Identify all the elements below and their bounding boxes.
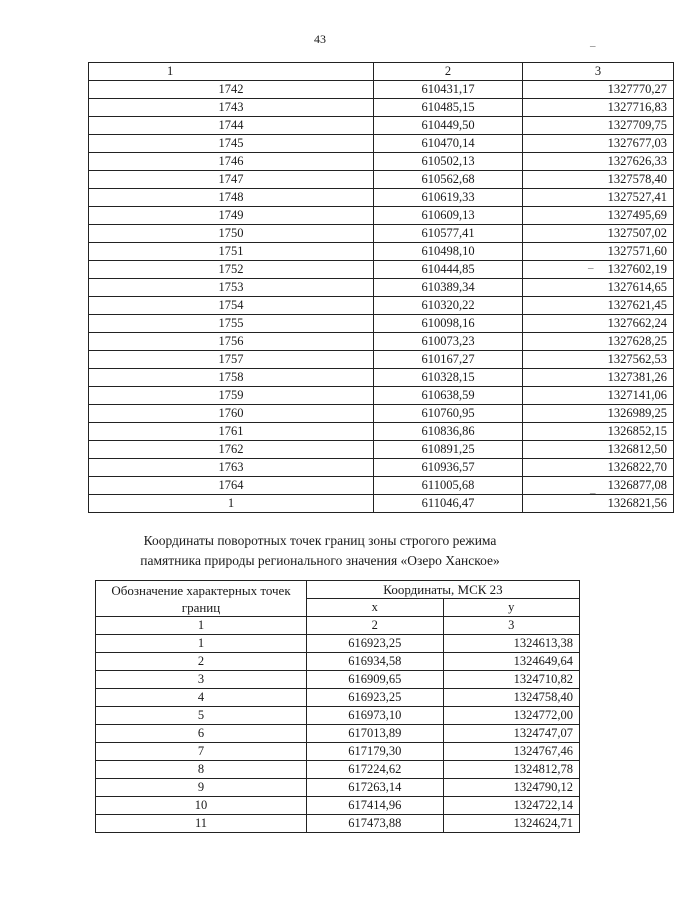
point-number-cell: 11 xyxy=(96,815,307,833)
column-number-cell: 2 xyxy=(307,617,444,635)
y-coordinate-cell: 1324747,07 xyxy=(443,725,580,743)
point-number-cell: 1758 xyxy=(89,369,374,387)
point-number-cell: 1749 xyxy=(89,207,374,225)
table-row xyxy=(89,297,674,315)
point-number-cell: 6 xyxy=(96,725,307,743)
point-number-cell: 4 xyxy=(96,689,307,707)
point-number-cell: 1751 xyxy=(89,243,374,261)
x-coordinate-cell: 610936,57 xyxy=(374,459,523,477)
table-row xyxy=(89,423,674,441)
point-number-cell: 1743 xyxy=(89,99,374,117)
point-number-cell: 1744 xyxy=(89,117,374,135)
table-row xyxy=(89,441,674,459)
table-body xyxy=(89,81,674,513)
point-number-cell: 10 xyxy=(96,797,307,815)
header-cell: 3 xyxy=(523,63,674,81)
y-coordinate-cell: 1327662,24 xyxy=(523,315,674,333)
point-number-cell: 5 xyxy=(96,707,307,725)
table-row xyxy=(96,797,580,815)
x-coordinate-cell: 610836,86 xyxy=(374,423,523,441)
coordinates-column-header: Координаты, МСК 23 xyxy=(307,581,580,599)
x-coordinate-cell: 617179,30 xyxy=(307,743,444,761)
y-coordinate-cell: 1327495,69 xyxy=(523,207,674,225)
table-row xyxy=(96,689,580,707)
x-coordinate-cell: 610562,68 xyxy=(374,171,523,189)
table-row xyxy=(89,135,674,153)
point-number-cell: 1762 xyxy=(89,441,374,459)
y-coordinate-cell: 1324758,40 xyxy=(443,689,580,707)
table-caption-line-1: Координаты поворотных точек границ зоны строгого режима xyxy=(143,533,497,548)
table-row xyxy=(89,351,674,369)
table-row xyxy=(89,477,674,495)
x-coordinate-cell: 610760,95 xyxy=(374,405,523,423)
table-row xyxy=(89,153,674,171)
coordinates-table-continued xyxy=(88,62,674,513)
point-number-cell: 1748 xyxy=(89,189,374,207)
point-number-cell: 9 xyxy=(96,779,307,797)
x-column-header: x xyxy=(307,599,444,617)
y-coordinate-cell: 1326989,25 xyxy=(523,405,674,423)
x-coordinate-cell: 610498,10 xyxy=(374,243,523,261)
scan-mark: – xyxy=(590,40,596,52)
point-number-cell: 1763 xyxy=(89,459,374,477)
table-header-row xyxy=(96,581,580,599)
point-number-cell: 1759 xyxy=(89,387,374,405)
table-row xyxy=(89,225,674,243)
y-coordinate-cell: 1324710,82 xyxy=(443,671,580,689)
x-coordinate-cell: 616934,58 xyxy=(307,653,444,671)
page-number: 43 xyxy=(314,32,326,46)
table-row xyxy=(96,725,580,743)
y-coordinate-cell: 1327507,02 xyxy=(523,225,674,243)
y-column-header: y xyxy=(443,599,580,617)
column-number-row xyxy=(96,617,580,635)
x-coordinate-cell: 617013,89 xyxy=(307,725,444,743)
table-header-row xyxy=(89,63,674,81)
y-coordinate-cell: 1326822,70 xyxy=(523,459,674,477)
x-coordinate-cell: 610073,23 xyxy=(374,333,523,351)
x-coordinate-cell: 610891,25 xyxy=(374,441,523,459)
table-row xyxy=(89,405,674,423)
y-coordinate-cell: 1327709,75 xyxy=(523,117,674,135)
y-coordinate-cell: 1327527,41 xyxy=(523,189,674,207)
table-row xyxy=(96,671,580,689)
table-row xyxy=(89,315,674,333)
point-number-cell: 1 xyxy=(89,495,374,513)
table-row xyxy=(96,779,580,797)
table-row xyxy=(89,279,674,297)
point-number-cell: 7 xyxy=(96,743,307,761)
table-body xyxy=(96,635,580,833)
y-coordinate-cell: 1326877,08 xyxy=(523,477,674,495)
point-number-cell: 1754 xyxy=(89,297,374,315)
table-caption-line-2: памятника природы регионального значения «Озеро Ханское» xyxy=(140,553,500,568)
table-row xyxy=(89,207,674,225)
header-cell: 2 xyxy=(374,63,523,81)
point-number-cell: 1761 xyxy=(89,423,374,441)
table-row xyxy=(89,243,674,261)
table-row xyxy=(96,707,580,725)
point-number-cell: 1746 xyxy=(89,153,374,171)
table-row xyxy=(96,761,580,779)
x-coordinate-cell: 610638,59 xyxy=(374,387,523,405)
y-coordinate-cell: 1324812,78 xyxy=(443,761,580,779)
y-coordinate-cell: 1326812,50 xyxy=(523,441,674,459)
x-coordinate-cell: 610485,15 xyxy=(374,99,523,117)
point-number-cell: 1 xyxy=(96,635,307,653)
point-number-cell: 1747 xyxy=(89,171,374,189)
strict-zone-coordinates-table xyxy=(95,580,580,833)
x-coordinate-cell: 610502,13 xyxy=(374,153,523,171)
point-number-cell: 1755 xyxy=(89,315,374,333)
table-row xyxy=(89,99,674,117)
points-column-header: Обозначение характерных точек границ xyxy=(96,581,307,617)
y-coordinate-cell: 1324772,00 xyxy=(443,707,580,725)
x-coordinate-cell: 617263,14 xyxy=(307,779,444,797)
x-coordinate-cell: 617414,96 xyxy=(307,797,444,815)
y-coordinate-cell: 1324767,46 xyxy=(443,743,580,761)
table-row xyxy=(89,495,674,513)
x-coordinate-cell: 610328,15 xyxy=(374,369,523,387)
point-number-cell: 3 xyxy=(96,671,307,689)
table-row xyxy=(96,635,580,653)
table-row xyxy=(89,369,674,387)
x-coordinate-cell: 610470,14 xyxy=(374,135,523,153)
point-number-cell: 1756 xyxy=(89,333,374,351)
table-row xyxy=(96,815,580,833)
table-row xyxy=(89,117,674,135)
point-number-cell: 2 xyxy=(96,653,307,671)
y-coordinate-cell: 1327626,33 xyxy=(523,153,674,171)
y-coordinate-cell: 1327770,27 xyxy=(523,81,674,99)
y-coordinate-cell: 1324613,38 xyxy=(443,635,580,653)
point-number-cell: 1752 xyxy=(89,261,374,279)
x-coordinate-cell: 610619,33 xyxy=(374,189,523,207)
y-coordinate-cell: 1326821,56 xyxy=(523,495,674,513)
column-number-cell: 3 xyxy=(443,617,580,635)
y-coordinate-cell: 1327141,06 xyxy=(523,387,674,405)
table-row xyxy=(89,387,674,405)
x-coordinate-cell: 610444,85 xyxy=(374,261,523,279)
x-coordinate-cell: 610167,27 xyxy=(374,351,523,369)
x-coordinate-cell: 616923,25 xyxy=(307,635,444,653)
y-coordinate-cell: 1327571,60 xyxy=(523,243,674,261)
x-coordinate-cell: 610431,17 xyxy=(374,81,523,99)
table-row xyxy=(89,189,674,207)
x-coordinate-cell: 617473,88 xyxy=(307,815,444,833)
x-coordinate-cell: 616923,25 xyxy=(307,689,444,707)
x-coordinate-cell: 611046,47 xyxy=(374,495,523,513)
y-coordinate-cell: 1324722,14 xyxy=(443,797,580,815)
table-row xyxy=(89,81,674,99)
table-row xyxy=(96,653,580,671)
y-coordinate-cell: 1324790,12 xyxy=(443,779,580,797)
scan-mark: – xyxy=(588,262,594,274)
y-coordinate-cell: 1327602,19 xyxy=(523,261,674,279)
x-coordinate-cell: 610320,22 xyxy=(374,297,523,315)
point-number-cell: 1745 xyxy=(89,135,374,153)
x-coordinate-cell: 610609,13 xyxy=(374,207,523,225)
scan-mark: – xyxy=(590,487,596,499)
y-coordinate-cell: 1327562,53 xyxy=(523,351,674,369)
x-coordinate-cell: 610577,41 xyxy=(374,225,523,243)
table-row xyxy=(89,459,674,477)
point-number-cell: 1753 xyxy=(89,279,374,297)
y-coordinate-cell: 1327578,40 xyxy=(523,171,674,189)
table-row xyxy=(89,333,674,351)
x-coordinate-cell: 617224,62 xyxy=(307,761,444,779)
point-number-cell: 1757 xyxy=(89,351,374,369)
point-number-cell: 1742 xyxy=(89,81,374,99)
y-coordinate-cell: 1327621,45 xyxy=(523,297,674,315)
column-number-cell: 1 xyxy=(96,617,307,635)
x-coordinate-cell: 610389,34 xyxy=(374,279,523,297)
x-coordinate-cell: 610449,50 xyxy=(374,117,523,135)
x-coordinate-cell: 616909,65 xyxy=(307,671,444,689)
point-number-cell: 1750 xyxy=(89,225,374,243)
point-number-cell: 1760 xyxy=(89,405,374,423)
y-coordinate-cell: 1326852,15 xyxy=(523,423,674,441)
x-coordinate-cell: 616973,10 xyxy=(307,707,444,725)
y-coordinate-cell: 1327381,26 xyxy=(523,369,674,387)
header-cell: 1 xyxy=(89,63,374,81)
y-coordinate-cell: 1324624,71 xyxy=(443,815,580,833)
x-coordinate-cell: 610098,16 xyxy=(374,315,523,333)
point-number-cell: 8 xyxy=(96,761,307,779)
x-coordinate-cell: 611005,68 xyxy=(374,477,523,495)
y-coordinate-cell: 1324649,64 xyxy=(443,653,580,671)
y-coordinate-cell: 1327716,83 xyxy=(523,99,674,117)
table-row xyxy=(89,171,674,189)
table-row xyxy=(89,261,674,279)
y-coordinate-cell: 1327677,03 xyxy=(523,135,674,153)
y-coordinate-cell: 1327628,25 xyxy=(523,333,674,351)
y-coordinate-cell: 1327614,65 xyxy=(523,279,674,297)
point-number-cell: 1764 xyxy=(89,477,374,495)
table-row xyxy=(96,743,580,761)
